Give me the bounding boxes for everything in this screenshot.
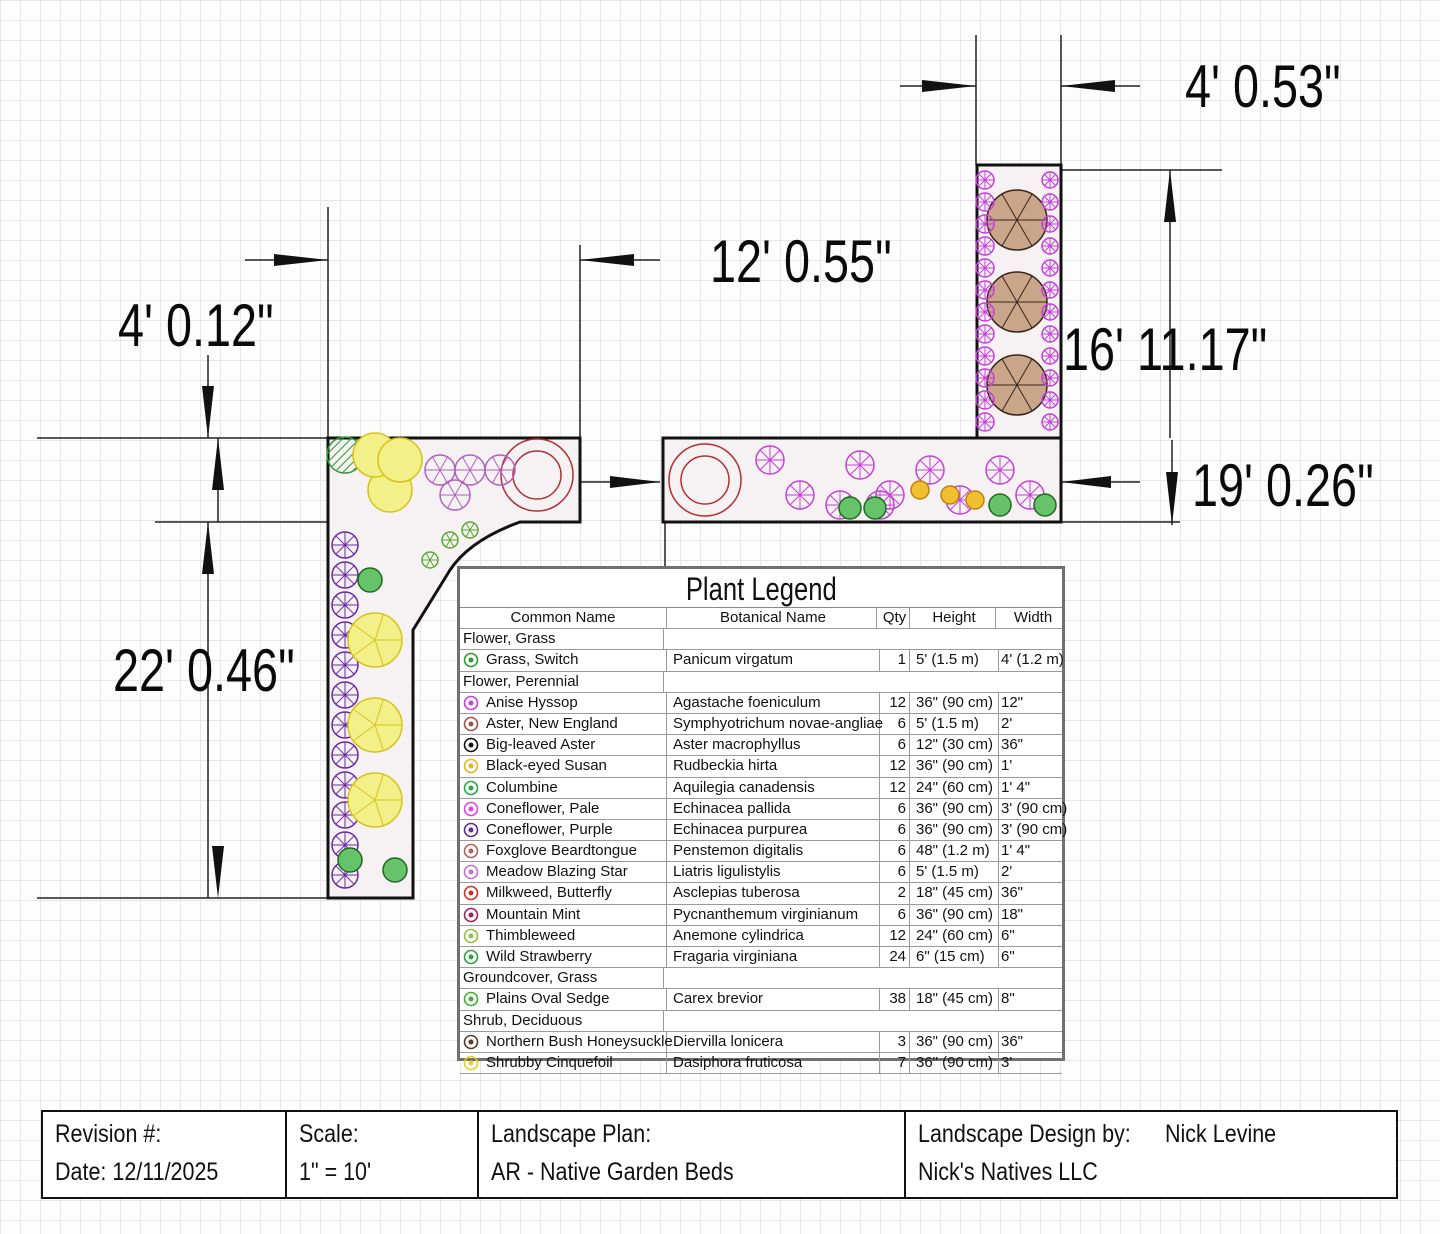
plant-common-name: Anise Hyssop (486, 693, 667, 713)
plant-qty: 7 (880, 1053, 910, 1073)
header-width: Width (1013, 609, 1053, 626)
coneflower-symbol (332, 532, 358, 558)
flower-symbol (756, 446, 784, 474)
plant-width: 12" (1001, 693, 1024, 711)
plant-botanical-name: Echinacea purpurea (670, 820, 880, 840)
plan-cell (479, 1112, 906, 1197)
plant-height: 48" (1.2 m) (913, 841, 999, 861)
flower-symbol (976, 391, 994, 409)
plant-height: 12" (30 cm) (913, 735, 999, 755)
legend-category-label: Flower, Grass (463, 629, 664, 649)
plant-botanical-name: Diervilla lonicera (670, 1032, 880, 1052)
plant-common-name: Mountain Mint (486, 905, 667, 925)
columbine-symbol (839, 497, 861, 519)
plant-width: 6" (1001, 948, 1015, 965)
plant-botanical-name: Agastache foeniculum (670, 693, 880, 713)
flower-symbol (976, 171, 994, 189)
plant-common-name: Coneflower, Pale (486, 799, 667, 819)
columbine-symbol (989, 494, 1011, 516)
legend-plant-row (460, 841, 1062, 862)
flower-symbol (976, 303, 994, 321)
cinquefoil-symbol (348, 698, 402, 752)
legend-plant-row (460, 883, 1062, 904)
plant-botanical-name: Fragaria virginiana (670, 947, 880, 967)
plant-height: 18" (45 cm) (913, 883, 999, 903)
plant-qty: 2 (880, 883, 910, 903)
plant-qty: 12 (880, 926, 910, 946)
coneflower-pale-icon (463, 801, 479, 817)
plant-width: 36" (1001, 884, 1024, 902)
plant-qty: 6 (880, 714, 910, 734)
thimbleweed-icon (463, 928, 479, 944)
plant-width: 6" (1001, 926, 1015, 944)
plant-height: 5' (1.5 m) (913, 650, 999, 670)
plant-common-name: Big-leaved Aster (486, 735, 667, 755)
plant-common-name: Coneflower, Purple (486, 820, 667, 840)
flower-symbol (1042, 414, 1058, 430)
strawberry-symbol (383, 858, 407, 882)
plant-height: 18" (45 cm) (913, 989, 999, 1009)
plant-botanical-name: Anemone cylindrica (670, 926, 880, 946)
milkweed-butterfly-icon (463, 885, 479, 901)
legend-category-label: Shrub, Deciduous (463, 1011, 664, 1031)
switch-grass-icon (463, 652, 479, 668)
anise-hyssop-icon (463, 695, 479, 711)
flower-symbol (1042, 216, 1058, 232)
legend-plant-row (460, 862, 1062, 883)
plant-qty: 6 (880, 862, 910, 882)
legend-category-row (460, 672, 1062, 693)
plant-botanical-name: Aquilegia canadensis (670, 778, 880, 798)
flower-symbol (986, 456, 1014, 484)
plant-common-name: Northern Bush Honeysuckle (486, 1032, 667, 1052)
flower-symbol (1042, 370, 1058, 386)
scale-value: 1" = 10' (299, 1158, 372, 1186)
plant-qty: 3 (880, 1032, 910, 1052)
flower-symbol (1042, 392, 1058, 408)
plant-common-name: Aster, New England (486, 714, 667, 734)
columbine-icon (463, 780, 479, 796)
revision-label: Revision #: (55, 1120, 162, 1148)
legend-plant-row (460, 735, 1062, 756)
plant-common-name: Plains Oval Sedge (486, 989, 667, 1009)
plant-legend (457, 566, 1068, 1071)
coneflower-symbol (332, 592, 358, 618)
designer-cell (906, 1112, 1396, 1197)
flower-symbol (976, 325, 994, 343)
flower-symbol (976, 281, 994, 299)
legend-category-label: Flower, Perennial (463, 672, 664, 692)
plant-botanical-name: Rudbeckia hirta (670, 756, 880, 776)
plant-common-name: Grass, Switch (486, 650, 667, 670)
plant-common-name: Shrubby Cinquefoil (486, 1053, 667, 1073)
plant-common-name: Milkweed, Butterfly (486, 883, 667, 903)
dim-top-span: 12' 0.55" (710, 228, 892, 295)
plant-botanical-name: Aster macrophyllus (670, 735, 880, 755)
plant-width: 8" (1001, 990, 1015, 1008)
flower-symbol (1042, 304, 1058, 320)
plant-botanical-name: Panicum virgatum (670, 650, 880, 670)
plant-botanical-name: Carex brevior (670, 989, 880, 1009)
coneflower-symbol (332, 562, 358, 588)
plant-width: 3' (1001, 1053, 1013, 1071)
plant-width: 36" (1001, 736, 1024, 754)
shrub-symbol (987, 355, 1047, 415)
legend-body (460, 629, 1068, 1074)
designer-label: Landscape Design by: (918, 1120, 1131, 1148)
legend-plant-row (460, 820, 1068, 841)
dim-right-total: 19' 0.26" (1192, 452, 1374, 519)
plant-width: 1' 4" (1001, 778, 1031, 796)
legend-plant-row (460, 693, 1062, 714)
scale-cell (287, 1112, 479, 1197)
plant-qty: 12 (880, 756, 910, 776)
plant-height: 24" (60 cm) (913, 926, 999, 946)
plant-common-name: Foxglove Beardtongue (486, 841, 667, 861)
coneflower-purple-icon (463, 822, 479, 838)
plant-qty: 24 (880, 947, 910, 967)
plant-common-name: Wild Strawberry (486, 947, 667, 967)
plan-label: Landscape Plan: (491, 1120, 652, 1148)
plant-width: 3' (90 cm) (1001, 799, 1068, 817)
legend-plant-row (460, 1032, 1062, 1053)
flower-symbol (976, 413, 994, 431)
plant-botanical-name: Echinacea pallida (670, 799, 880, 819)
plant-width: 4' (1.2 m) (1001, 651, 1064, 669)
flower-symbol (1042, 172, 1058, 188)
flower-symbol (976, 369, 994, 387)
flower-symbol (1042, 194, 1058, 210)
meadow-blazing-star-icon (463, 864, 479, 880)
plan-name: AR - Native Garden Beds (491, 1158, 734, 1186)
plant-qty: 6 (880, 735, 910, 755)
plant-height: 36" (90 cm) (913, 820, 999, 840)
legend-category-label: Groundcover, Grass (463, 968, 664, 988)
scale-label: Scale: (299, 1120, 359, 1148)
plant-height: 36" (90 cm) (913, 1053, 999, 1073)
header-botanical-name: Botanical Name (670, 608, 877, 628)
plant-common-name: Meadow Blazing Star (486, 862, 667, 882)
company-name: Nick's Natives LLC (918, 1158, 1098, 1186)
plant-width: 1' (1001, 757, 1013, 775)
flower-symbol (786, 481, 814, 509)
dim-top-right-width: 4' 0.53" (1185, 53, 1341, 120)
wild-strawberry-icon (463, 949, 479, 965)
big-leaved-aster-icon (463, 737, 479, 753)
legend-plant-row (460, 1053, 1062, 1074)
coneflower-symbol (332, 742, 358, 768)
plant-botanical-name: Penstemon digitalis (670, 841, 880, 861)
black-eyed-susan-icon (463, 758, 479, 774)
plant-qty: 38 (880, 989, 910, 1009)
plant-qty: 6 (880, 841, 910, 861)
plant-width: 2' (1001, 714, 1013, 732)
foxglove-beardtongue-icon (463, 843, 479, 859)
legend-plant-row (460, 799, 1068, 820)
plant-botanical-name: Liatris ligulistylis (670, 862, 880, 882)
plant-height: 24" (60 cm) (913, 778, 999, 798)
columbine-symbol (864, 497, 886, 519)
flower-symbol (1042, 260, 1058, 276)
coneflower-symbol (332, 682, 358, 708)
title-block (41, 1110, 1398, 1199)
shrub-symbol (987, 190, 1047, 250)
flower-symbol (916, 456, 944, 484)
dim-left-vertical: 22' 0.46" (113, 637, 295, 704)
legend-category-row (460, 629, 1062, 650)
susan-symbol (911, 481, 929, 499)
flower-symbol (1042, 326, 1058, 342)
flower-symbol (846, 451, 874, 479)
legend-header-row (460, 608, 1062, 629)
legend-plant-row (460, 714, 1062, 735)
plant-height: 5' (1.5 m) (913, 862, 999, 882)
plant-qty: 1 (880, 650, 910, 670)
plant-qty: 12 (880, 778, 910, 798)
plant-height: 36" (90 cm) (913, 905, 999, 925)
mountain-mint-icon (463, 907, 479, 923)
legend-plant-row (460, 989, 1062, 1010)
plant-height: 5' (1.5 m) (913, 714, 999, 734)
plant-qty: 6 (880, 799, 910, 819)
legend-plant-row (460, 650, 1062, 671)
plant-common-name: Black-eyed Susan (486, 756, 667, 776)
legend-category-row (460, 1011, 1062, 1032)
cinquefoil-symbol (378, 438, 422, 482)
plant-height: 36" (90 cm) (913, 693, 999, 713)
flower-symbol (976, 237, 994, 255)
legend-plant-row (460, 926, 1062, 947)
dim-left-top: 4' 0.12" (118, 292, 274, 359)
plant-height: 36" (90 cm) (913, 799, 999, 819)
plant-botanical-name: Asclepias tuberosa (670, 883, 880, 903)
plant-width: 18" (1001, 905, 1024, 923)
revision-cell (43, 1112, 287, 1197)
header-common-name: Common Name (460, 608, 667, 628)
legend-plant-row (460, 905, 1062, 926)
designer-name: Nick Levine (1165, 1120, 1277, 1148)
columbine-symbol (1034, 494, 1056, 516)
plant-width: 3' (90 cm) (1001, 820, 1068, 838)
flower-symbol (1042, 238, 1058, 254)
legend-title: Plant Legend (460, 569, 1062, 608)
plant-height: 36" (90 cm) (913, 1032, 999, 1052)
susan-symbol (941, 486, 959, 504)
shrub-symbol (987, 272, 1047, 332)
flower-symbol (976, 347, 994, 365)
header-height: Height (913, 608, 996, 628)
plant-common-name: Columbine (486, 778, 667, 798)
legend-plant-row (460, 778, 1062, 799)
plains-oval-sedge-icon (463, 991, 479, 1007)
flower-symbol (976, 193, 994, 211)
plant-common-name: Thimbleweed (486, 926, 667, 946)
header-qty: Qty (880, 608, 910, 628)
plant-height: 36" (90 cm) (913, 756, 999, 776)
flower-symbol (1042, 282, 1058, 298)
plant-botanical-name: Dasiphora fruticosa (670, 1053, 880, 1073)
plant-width: 36" (1001, 1032, 1024, 1050)
susan-symbol (966, 491, 984, 509)
shrubby-cinquefoil-icon (463, 1055, 479, 1071)
legend-category-row (460, 968, 1062, 989)
flower-symbol (976, 215, 994, 233)
cinquefoil-symbol (348, 613, 402, 667)
plant-botanical-name: Symphyotrichum novae-angliae (670, 714, 880, 734)
strawberry-symbol (338, 848, 362, 872)
cinquefoil-symbol (348, 773, 402, 827)
plant-height: 6" (15 cm) (913, 947, 999, 967)
date-label: Date: 12/11/2025 (55, 1158, 219, 1186)
flower-symbol (1042, 348, 1058, 364)
plant-botanical-name: Pycnanthemum virginianum (670, 905, 880, 925)
plant-qty: 12 (880, 693, 910, 713)
flower-symbol (976, 259, 994, 277)
northern-bush-honeysuckle-icon (463, 1034, 479, 1050)
plant-qty: 6 (880, 905, 910, 925)
plant-width: 1' 4" (1001, 842, 1031, 860)
plant-qty: 6 (880, 820, 910, 840)
legend-plant-row (460, 947, 1062, 968)
plant-width: 2' (1001, 863, 1013, 881)
aster-new-england-icon (463, 716, 479, 732)
dim-right-vertical: 16' 11.17" (1063, 316, 1268, 383)
strawberry-symbol (358, 568, 382, 592)
legend-plant-row (460, 756, 1062, 777)
